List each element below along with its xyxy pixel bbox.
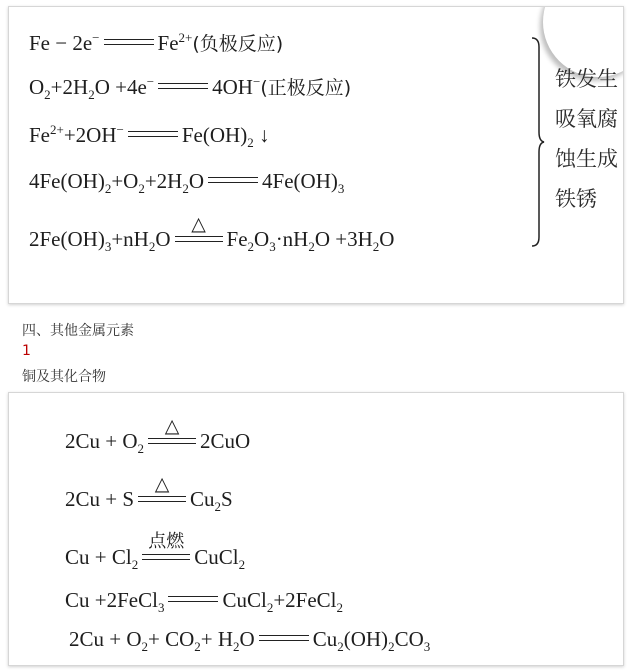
equation-line: $Cu + Cl_2$ 点燃 CuCl$_2$: [65, 531, 246, 572]
equation-line: Fe − 2e− $Fe^{2+}$(负极反应): [29, 30, 284, 55]
equation-line: Cu +2FeCl$_3$ CuCl$_2$+2FeCl$_2$: [65, 588, 343, 615]
copper-equations-image: [8, 392, 624, 666]
side-note-line: 铁锈: [555, 187, 597, 211]
section-heading: 四、其他金属元素: [22, 323, 134, 339]
iron-corrosion-image: [8, 6, 624, 304]
side-note-line: 吸氧腐: [555, 107, 618, 131]
equation-line: 2Cu + S △ $Cu_2S$: [65, 474, 233, 514]
equation-line: $2Cu + O_2+ CO_2+ H_2O$ $Cu_2(OH)_2CO_3$: [69, 627, 431, 654]
equation-line: $2Cu + O_2$ △ 2CuO: [65, 416, 251, 456]
section-subheading: 铜及其化合物: [22, 369, 106, 385]
side-note-line: 蚀生成: [555, 147, 618, 171]
equation-line: $2Fe(OH)_3+nH_2O$ △ $Fe_2O_3\cdot nH_2O +3H_2O$: [29, 214, 395, 254]
equation-line: $4Fe(OH)_2+O_2+2H_2O$ $4Fe(OH)_3$: [29, 169, 345, 196]
equation-line: $O_2+2H_2O +4e^-$ 4OH−(正极反应): [29, 74, 352, 102]
equation-line: $Fe^{2+}+2OH^-$ $Fe(OH)_2$ ↓: [29, 122, 270, 150]
right-brace: [531, 37, 545, 247]
section-number: 1: [22, 343, 31, 359]
side-note-line: 铁发生: [555, 67, 618, 91]
